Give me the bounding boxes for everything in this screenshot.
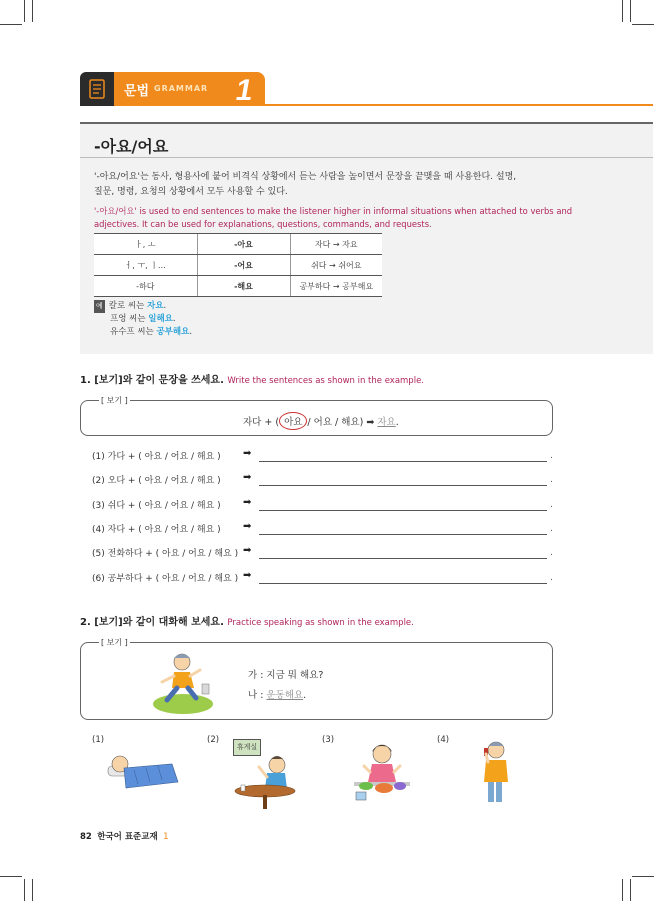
example-mid: / 어요 / 해요)	[307, 417, 364, 428]
picture-label: (4)	[437, 735, 450, 745]
crop-mark	[622, 0, 623, 22]
exercise-item	[92, 498, 221, 511]
crop-mark	[24, 0, 25, 22]
dialogue-end: .	[303, 690, 307, 701]
period: .	[550, 451, 553, 461]
grammar-description-en	[94, 205, 644, 231]
grammar-description-ko	[94, 170, 644, 200]
grammar-examples	[94, 300, 192, 339]
arrow-icon: ➡	[243, 472, 252, 483]
phone-call-man-illustration	[478, 740, 512, 806]
exercise-number: 2.	[80, 617, 91, 628]
table-cell-example: 쉬다 → 쉬어요	[290, 255, 382, 276]
dialogue-prefix: 나 :	[248, 690, 267, 701]
crop-mark	[622, 879, 623, 901]
resting-man-illustration	[233, 755, 299, 811]
rest-room-sign: 휴게실	[233, 739, 261, 756]
crop-mark	[0, 876, 22, 877]
answer-blank[interactable]	[259, 485, 547, 486]
header-icon-block	[80, 72, 114, 106]
answer-blank[interactable]	[259, 510, 547, 511]
exercise-item	[92, 473, 221, 486]
dialogue-line	[248, 687, 306, 701]
exercise-2-heading	[80, 613, 414, 628]
crop-mark	[630, 879, 631, 901]
exercise-item	[92, 546, 238, 559]
header-subtitle: GRAMMAR	[154, 84, 209, 93]
crop-mark	[632, 24, 654, 25]
picture-label: (3)	[322, 735, 335, 745]
table-cell-vowel: ㅏ, ㅗ	[94, 234, 197, 255]
period: .	[550, 475, 553, 485]
exercise-item	[92, 522, 221, 535]
crop-mark	[630, 0, 631, 22]
arrow-icon: ➡	[243, 521, 252, 532]
document-icon	[89, 79, 105, 99]
table-cell-example: 자다 → 자요	[290, 234, 382, 255]
desc-en-line: '-아요/어요' is used to end sentences to make the listener higher in informal situations when attached to verbs and	[94, 206, 573, 216]
item-text: 오다 + ( 아요 / 어요 / 해요 )	[107, 476, 221, 486]
table-cell-vowel: -하다	[94, 276, 197, 297]
exercise-item	[92, 571, 238, 584]
grammar-title: -아요/어요	[94, 137, 169, 156]
arrow-icon: ➡	[243, 570, 252, 581]
picture-label: (2)	[207, 735, 220, 745]
example-end: .	[189, 327, 193, 337]
page-number: 82	[80, 832, 92, 842]
example-box-label: [ 보기 ]	[101, 638, 128, 647]
answer-blank[interactable]	[259, 461, 547, 462]
arrow-icon: ➡	[366, 417, 375, 428]
book-title: 한국어 표준교재	[97, 832, 158, 842]
arrow-icon: ➡	[243, 448, 252, 459]
page-footer	[80, 830, 169, 842]
table-cell-example: 공부하다 → 공부해요	[290, 276, 382, 297]
item-number: (6)	[92, 574, 105, 584]
desc-ko-line: 질문, 명령, 요청의 상황에서 모두 사용할 수 있다.	[94, 187, 288, 197]
example-pre: 자다 + (	[243, 417, 280, 428]
table-cell-ending: -어요	[197, 255, 290, 276]
exercise-title-ko: [보기]와 같이 대화해 보세요.	[94, 617, 224, 628]
item-number: (4)	[92, 525, 105, 535]
example-end: .	[395, 417, 399, 428]
exercise-title-ko: [보기]와 같이 문장을 쓰세요.	[94, 375, 224, 386]
example-box-1	[80, 396, 553, 436]
example-label: 예	[94, 300, 105, 313]
item-text: 쉬다 + ( 아요 / 어요 / 해요 )	[107, 501, 221, 511]
example-box-label: [ 보기 ]	[101, 396, 128, 405]
example-answer: 자요	[377, 417, 396, 428]
example-end: .	[163, 301, 167, 311]
exercise-item	[92, 449, 221, 462]
answer-blank[interactable]	[259, 583, 547, 584]
example-line	[94, 313, 192, 326]
circled-answer: 아요	[279, 412, 307, 430]
period: .	[550, 573, 553, 583]
example-box-2	[80, 638, 553, 720]
crop-mark	[32, 879, 33, 901]
arrow-icon: ➡	[243, 497, 252, 508]
item-number: (2)	[92, 476, 105, 486]
table-row	[94, 234, 382, 255]
table-cell-ending: -아요	[197, 234, 290, 255]
example-highlight: 일해요	[148, 314, 173, 324]
header-rule	[265, 104, 653, 106]
picture-label: (1)	[92, 735, 105, 745]
exercise-title-en: Practice speaking as shown in the example.	[227, 618, 414, 628]
crop-mark	[24, 879, 25, 901]
item-text: 전화하다 + ( 아요 / 어요 / 해요 )	[107, 549, 239, 559]
example-sentence	[243, 412, 399, 430]
answer-blank[interactable]	[259, 558, 547, 559]
conjugation-table	[94, 233, 382, 297]
section-header	[80, 72, 653, 106]
item-text: 공부하다 + ( 아요 / 어요 / 해요 )	[107, 574, 239, 584]
eating-woman-illustration	[352, 742, 412, 804]
answer-blank[interactable]	[259, 534, 547, 535]
crop-mark	[0, 24, 22, 25]
table-cell-ending: -해요	[197, 276, 290, 297]
period: .	[550, 500, 553, 510]
example-highlight: 자요	[147, 301, 164, 311]
sleeping-man-illustration	[104, 748, 182, 790]
example-highlight: 공부해요	[156, 327, 190, 337]
example-line	[94, 326, 192, 339]
running-man-illustration	[152, 648, 214, 714]
dialogue-answer: 운동해요	[266, 690, 304, 701]
grammar-box	[80, 122, 653, 354]
item-number: (1)	[92, 452, 105, 462]
item-text: 자다 + ( 아요 / 어요 / 해요 )	[107, 525, 221, 535]
table-row	[94, 255, 382, 276]
period: .	[550, 548, 553, 558]
item-number: (5)	[92, 549, 105, 559]
exercise-title-en: Write the sentences as shown in the example.	[227, 376, 424, 386]
crop-mark	[632, 876, 654, 877]
example-end: .	[172, 314, 176, 324]
example-text: 칼로 씨는	[108, 301, 148, 311]
item-number: (3)	[92, 501, 105, 511]
table-cell-vowel: ㅓ, ㅜ, ㅣ…	[94, 255, 197, 276]
period: .	[550, 524, 553, 534]
table-row	[94, 276, 382, 297]
crop-mark	[32, 0, 33, 22]
desc-en-line: adjectives. It can be used for explanations, questions, commands, and requests.	[94, 219, 432, 229]
example-text: 프엉 씨는	[110, 314, 149, 324]
example-text: 유수프 씨는	[110, 327, 157, 337]
arrow-icon: ➡	[243, 545, 252, 556]
exercise-1-heading	[80, 371, 424, 386]
example-line	[94, 300, 192, 313]
book-volume: 1	[163, 832, 169, 842]
item-text: 가다 + ( 아요 / 어요 / 해요 )	[107, 452, 221, 462]
dialogue-line: 가 : 지금 뭐 해요?	[248, 670, 324, 681]
header-title: 문법	[124, 84, 150, 99]
exercise-number: 1.	[80, 375, 91, 386]
grammar-divider	[80, 157, 653, 158]
header-number: 1	[233, 74, 256, 107]
desc-ko-line: '-아요/어요'는 동사, 형용사에 붙어 비격식 상황에서 듣는 사람을 높이면서 문장을 끝맺을 때 사용한다. 설명,	[94, 172, 517, 182]
